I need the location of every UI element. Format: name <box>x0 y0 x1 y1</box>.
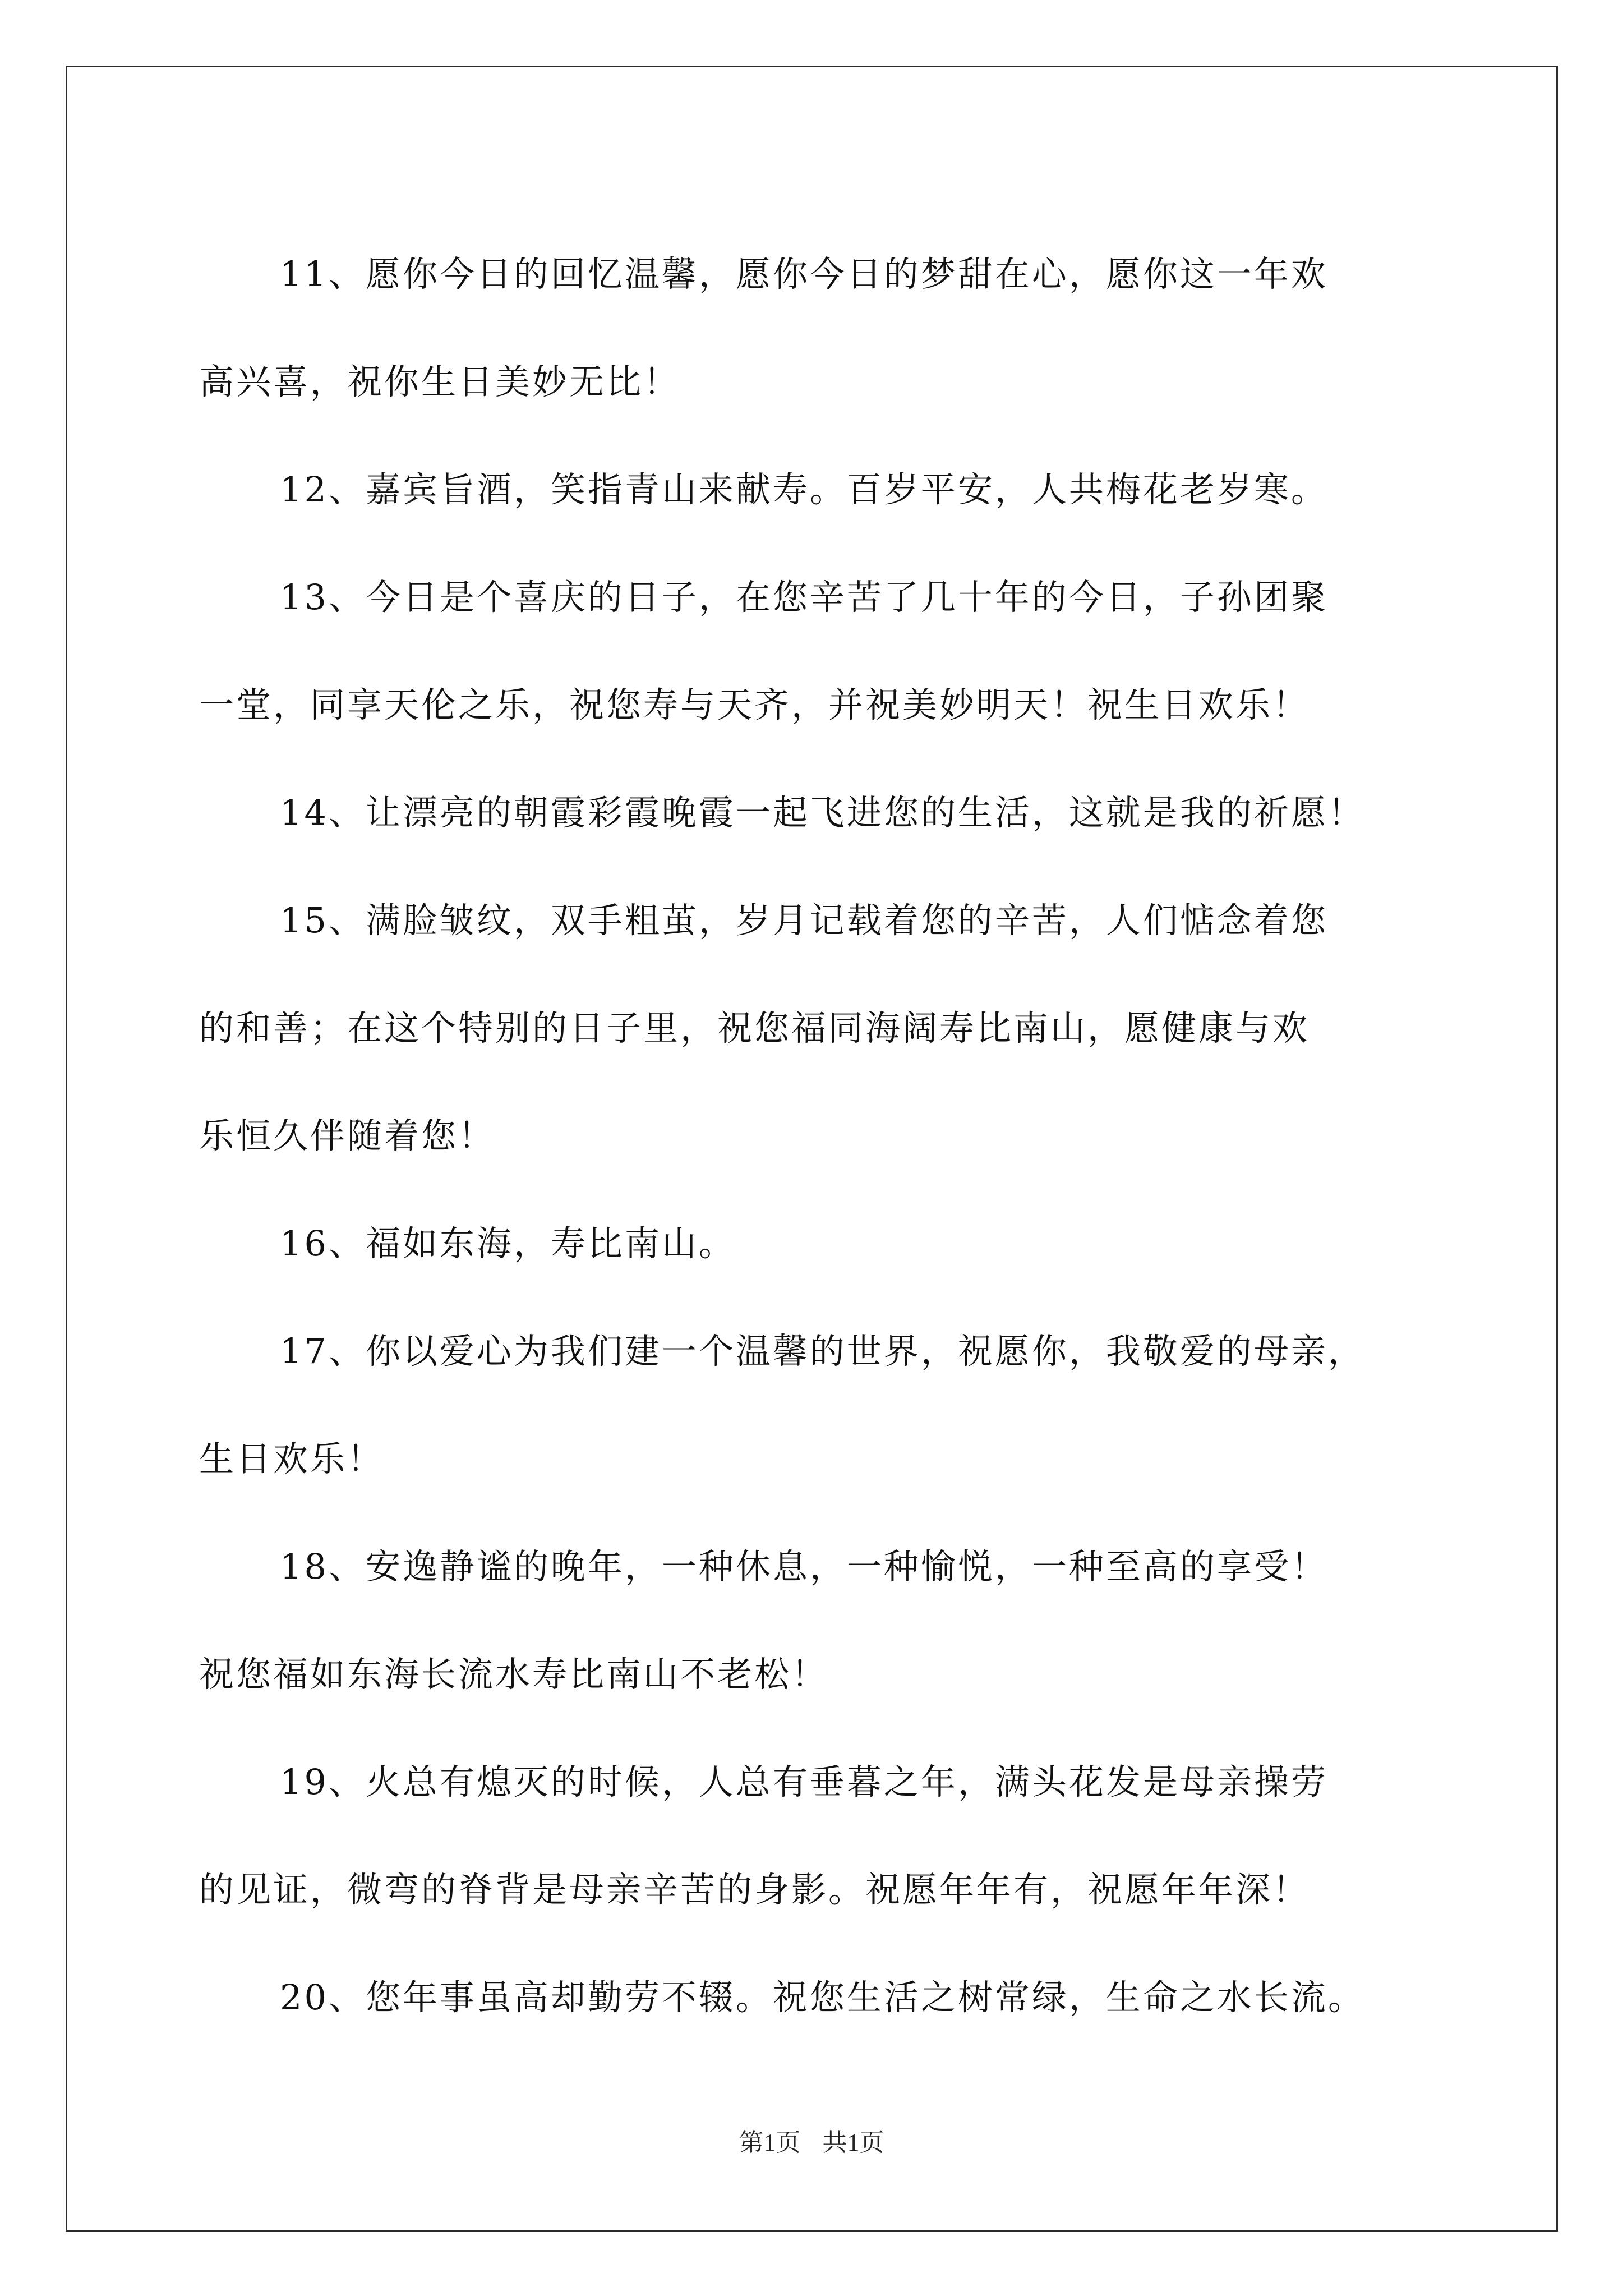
paragraph-line: 的和善；在这个特别的日子里，祝您福同海阔寿比南山，愿健康与欢 <box>199 1007 1310 1048</box>
paragraph <box>199 1944 1438 2051</box>
document-body <box>199 220 1438 2051</box>
paragraph-line: 生日欢乐！ <box>199 1438 385 1479</box>
paragraph <box>199 436 1438 544</box>
paragraph-line: 17、你以爱心为我们建一个温馨的世界，祝愿你，我敬爱的母亲， <box>280 1331 1365 1372</box>
paragraph-list <box>199 220 1438 2051</box>
page-footer <box>0 2122 1623 2158</box>
paragraph <box>199 1513 1438 1728</box>
paragraph-line: 15、满脸皱纹，双手粗茧，岁月记载着您的辛苦，人们惦念着您 <box>280 900 1328 941</box>
paragraph-line: 祝您福如东海长流水寿比南山不老松！ <box>199 1654 829 1695</box>
paragraph <box>199 220 1438 436</box>
page-number: 第1页 <box>739 2129 801 2156</box>
paragraph-line: 的见证，微弯的脊背是母亲辛苦的身影。祝愿年年有，祝愿年年深！ <box>199 1869 1310 1910</box>
paragraph-line: 16、福如东海，寿比南山。 <box>280 1223 736 1264</box>
paragraph-line: 12、嘉宾旨酒，笑指青山来献寿。百岁平安，人共梅花老岁寒。 <box>280 469 1328 510</box>
paragraph <box>199 1728 1438 1944</box>
paragraph <box>199 544 1438 759</box>
page-total: 共1页 <box>822 2129 884 2156</box>
paragraph-line: 19、火总有熄灭的时候，人总有垂暮之年，满头花发是母亲操劳 <box>280 1761 1328 1802</box>
paragraph-line: 20、您年事虽高却勤劳不辍。祝您生活之树常绿，生命之水长流。 <box>280 1977 1365 2018</box>
paragraph-line: 18、安逸静谧的晚年，一种休息，一种愉悦，一种至高的享受！ <box>280 1546 1328 1587</box>
paragraph <box>199 759 1438 867</box>
paragraph <box>199 1190 1438 1297</box>
paragraph <box>199 867 1438 1190</box>
paragraph-line: 一堂，同享天伦之乐，祝您寿与天齐，并祝美妙明天！祝生日欢乐！ <box>199 684 1310 725</box>
paragraph-line: 13、今日是个喜庆的日子，在您辛苦了几十年的今日，子孙团聚 <box>280 577 1328 618</box>
paragraph-line: 14、让漂亮的朝霞彩霞晚霞一起飞进您的生活，这就是我的祈愿！ <box>280 792 1365 833</box>
paragraph-line: 11、愿你今日的回忆温馨，愿你今日的梦甜在心，愿你这一年欢 <box>280 254 1328 295</box>
paragraph-line: 乐恒久伴随着您！ <box>199 1115 496 1156</box>
paragraph-line: 高兴喜，祝你生日美妙无比！ <box>199 361 681 402</box>
paragraph <box>199 1297 1438 1513</box>
